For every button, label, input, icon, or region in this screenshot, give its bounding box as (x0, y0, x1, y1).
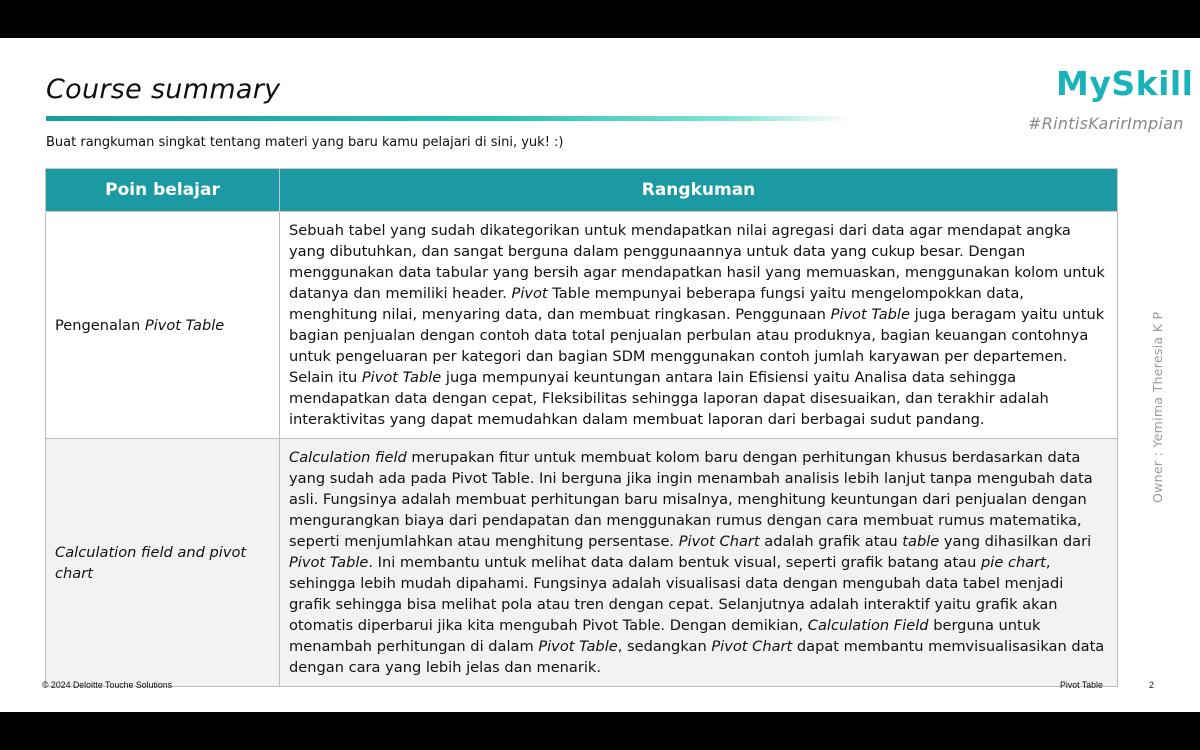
point-italic: Calculation field and pivot chart (55, 543, 247, 582)
summary-italic-text: Pivot Chart (678, 533, 760, 550)
summary-text: juga beragam yaitu untuk bagian penjualan dengan contoh data total penjualan perbulan atau produknya, bagian keuangan contohnya untuk pengeluaran per kategori dan bagian SDM menggunakan contoh jumlah karyawan per departemen. Selain itu (289, 306, 1105, 386)
summary-text: Sebuah tabel yang sudah dikategorikan untuk mendapatkan nilai agregasi dari data agar mendapat angka yang dibutuhkan, dan sangat berguna dalam penggunaannya untuk data yang cukup besar. Dengan menggunakan data tabular yang bersih agar mendapatkan hasil yang memuaskan, menggunakan kolom untuk datanya dan memiliki header. (289, 222, 1105, 302)
summary-text: adalah grafik atau (759, 533, 903, 550)
summary-text: yang dihasilkan dari (939, 533, 1092, 550)
footer-topic: Pivot Table (1060, 680, 1103, 690)
summary-text: dapat membantu memvisualisasikan data dengan cara yang lebih jelas dan menarik. (289, 638, 1105, 676)
summary-text: , sedangkan (617, 638, 712, 655)
header-rangkuman: Rangkuman (280, 169, 1118, 212)
brand-tagline: #RintisKarirImpian (1028, 114, 1184, 133)
point-italic: Pivot Table (144, 316, 225, 334)
summary-italic-text: Pivot Table (289, 554, 369, 571)
page-number: 2 (1149, 680, 1154, 690)
summary-italic-text: Pivot Chart (711, 638, 793, 655)
page-subtitle: Buat rangkuman singkat tentang materi yang baru kamu pelajari di sini, yuk! :) (46, 135, 564, 150)
myskill-logo: MySkill (1056, 64, 1194, 103)
summary-cell (280, 212, 1118, 439)
footer-copyright: © 2024 Deloitte Touche Solutions (42, 680, 173, 690)
point-plain: Pengenalan (55, 316, 145, 334)
summary-text: juga mempunyai keuntungan antara lain Efisiensi yaitu Analisa data sehingga mendapatkan data dengan cepat, Fleksibilitas sehingga laporan dapat disesuaikan, dan terakhir adalah interaktivitas yang dapat memudahkan dalam membuat laporan dari berbagai sudut pandang. (289, 369, 1049, 428)
slide (0, 38, 1200, 712)
summary-text: , sehingga lebih mudah dipahami. Fungsinya adalah visualisasi data dengan mengubah data tabel menjadi grafik sehingga bisa melihat pola atau tren dengan cepat. Selanjutnya adalah interaktif yaitu grafik akan otomatis diperbarui jika kita mengubah Pivot Table. Dengan demikian, (289, 554, 1064, 634)
summary-cell (280, 439, 1118, 687)
point-cell (46, 439, 280, 687)
summary-italic-text: pie chart (981, 554, 1046, 571)
summary-italic-text: Calculation field (289, 449, 407, 466)
table-row (46, 439, 1118, 687)
summary-italic-text: Pivot Table (538, 638, 618, 655)
table-row (46, 212, 1118, 439)
summary-text: Table mempunyai beberapa fungsi yaitu mengelompokkan data, menghitung nilai, menyaring data, dan membuat ringkasan. Penggunaan (289, 285, 1024, 323)
summary-italic-text: table (902, 533, 940, 550)
summary-italic-text: Calculation Field (807, 617, 929, 634)
summary-italic-text: Pivot Table (830, 306, 910, 323)
header-poin-belajar: Poin belajar (46, 169, 280, 212)
summary-text: merupakan fitur untuk membuat kolom baru dengan perhitungan khusus berdasarkan data yang sudah ada pada Pivot Table. Ini berguna jika ingin menambah analisis lebih lanjut tanpa mengubah data asli. Fungsinya adalah membuat perhitungan baru misalnya, menghitung keuntungan dari penjualan dengan mengurangkan biaya dari pendapatan dan menggunakan rumus dengan cara membuat rumus matematika, seperti menjumlahkan atau menghitung persentase. (289, 449, 1093, 550)
summary-text: berguna untuk menambah perhitungan di dalam (289, 617, 1041, 655)
summary-italic-text: Pivot (511, 285, 548, 302)
point-cell (46, 212, 280, 439)
summary-text: . Ini membantu untuk melihat data dalam bentuk visual, seperti grafik batang atau (368, 554, 982, 571)
summary-table (45, 168, 1118, 687)
title-underline (46, 116, 851, 121)
table-header-row (46, 169, 1118, 212)
summary-italic-text: Pivot Table (361, 369, 442, 386)
page-title: Course summary (46, 74, 281, 105)
owner-label: Owner : Yemima Theresia K P (1150, 311, 1165, 503)
